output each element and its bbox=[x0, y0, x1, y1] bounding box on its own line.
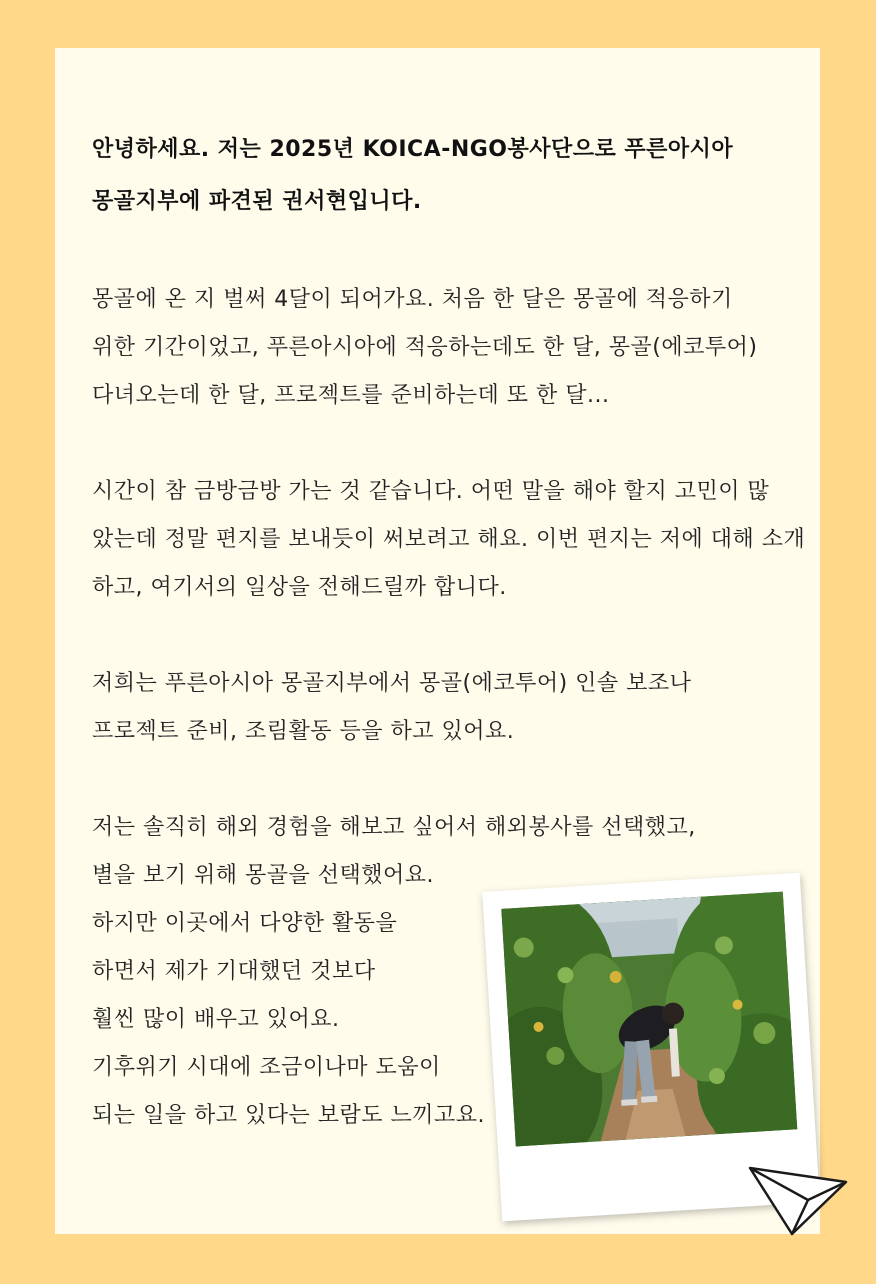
p4-line-7: 되는 일을 하고 있다는 보람도 느끼고요. bbox=[92, 1103, 485, 1128]
p3-line-1: 저희는 푸른아시아 몽골지부에서 몽골(에코투어) 인솔 보조나 bbox=[92, 671, 692, 696]
p4-line-6: 기후위기 시대에 조금이나마 도움이 bbox=[92, 1055, 441, 1080]
p3-line-2: 프로젝트 준비, 조림활동 등을 하고 있어요. bbox=[92, 719, 515, 744]
intro-line-1: 안녕하세요. 저는 2025년 KOICA-NGO봉사단으로 푸른아시아 bbox=[92, 137, 734, 162]
p1-line-1: 몽골에 온 지 벌써 4달이 되어가요. 처음 한 달은 몽골에 적응하기 bbox=[92, 287, 733, 312]
p1-line-3: 다녀오는데 한 달, 프로젝트를 준비하는데 또 한 달... bbox=[92, 383, 610, 408]
p4-line-5: 훨씬 많이 배우고 있어요. bbox=[92, 1007, 340, 1032]
p4-line-4: 하면서 제가 기대했던 것보다 bbox=[92, 959, 376, 984]
p4-line-1: 저는 솔직히 해외 경험을 해보고 싶어서 해외봉사를 선택했고, bbox=[92, 815, 696, 840]
p4-line-3: 하지만 이곳에서 다양한 활동을 bbox=[92, 911, 398, 936]
p1-line-2: 위한 기간이었고, 푸른아시아에 적응하는데도 한 달, 몽골(에코투어) bbox=[92, 335, 758, 360]
p4-line-2: 별을 보기 위해 몽골을 선택했어요. bbox=[92, 863, 434, 888]
greenhouse-photo bbox=[501, 892, 797, 1147]
p2-line-1: 시간이 참 금방금방 가는 것 같습니다. 어떤 말을 해야 할지 고민이 많 bbox=[92, 479, 770, 504]
p2-line-3: 하고, 여기서의 일상을 전해드릴까 합니다. bbox=[92, 575, 507, 600]
paper-plane-icon bbox=[746, 1160, 850, 1238]
intro-line-2: 몽골지부에 파견된 권서현입니다. bbox=[92, 189, 422, 214]
p2-line-2: 았는데 정말 편지를 보내듯이 써보려고 해요. 이번 편지는 저에 대해 소개 bbox=[92, 527, 806, 552]
